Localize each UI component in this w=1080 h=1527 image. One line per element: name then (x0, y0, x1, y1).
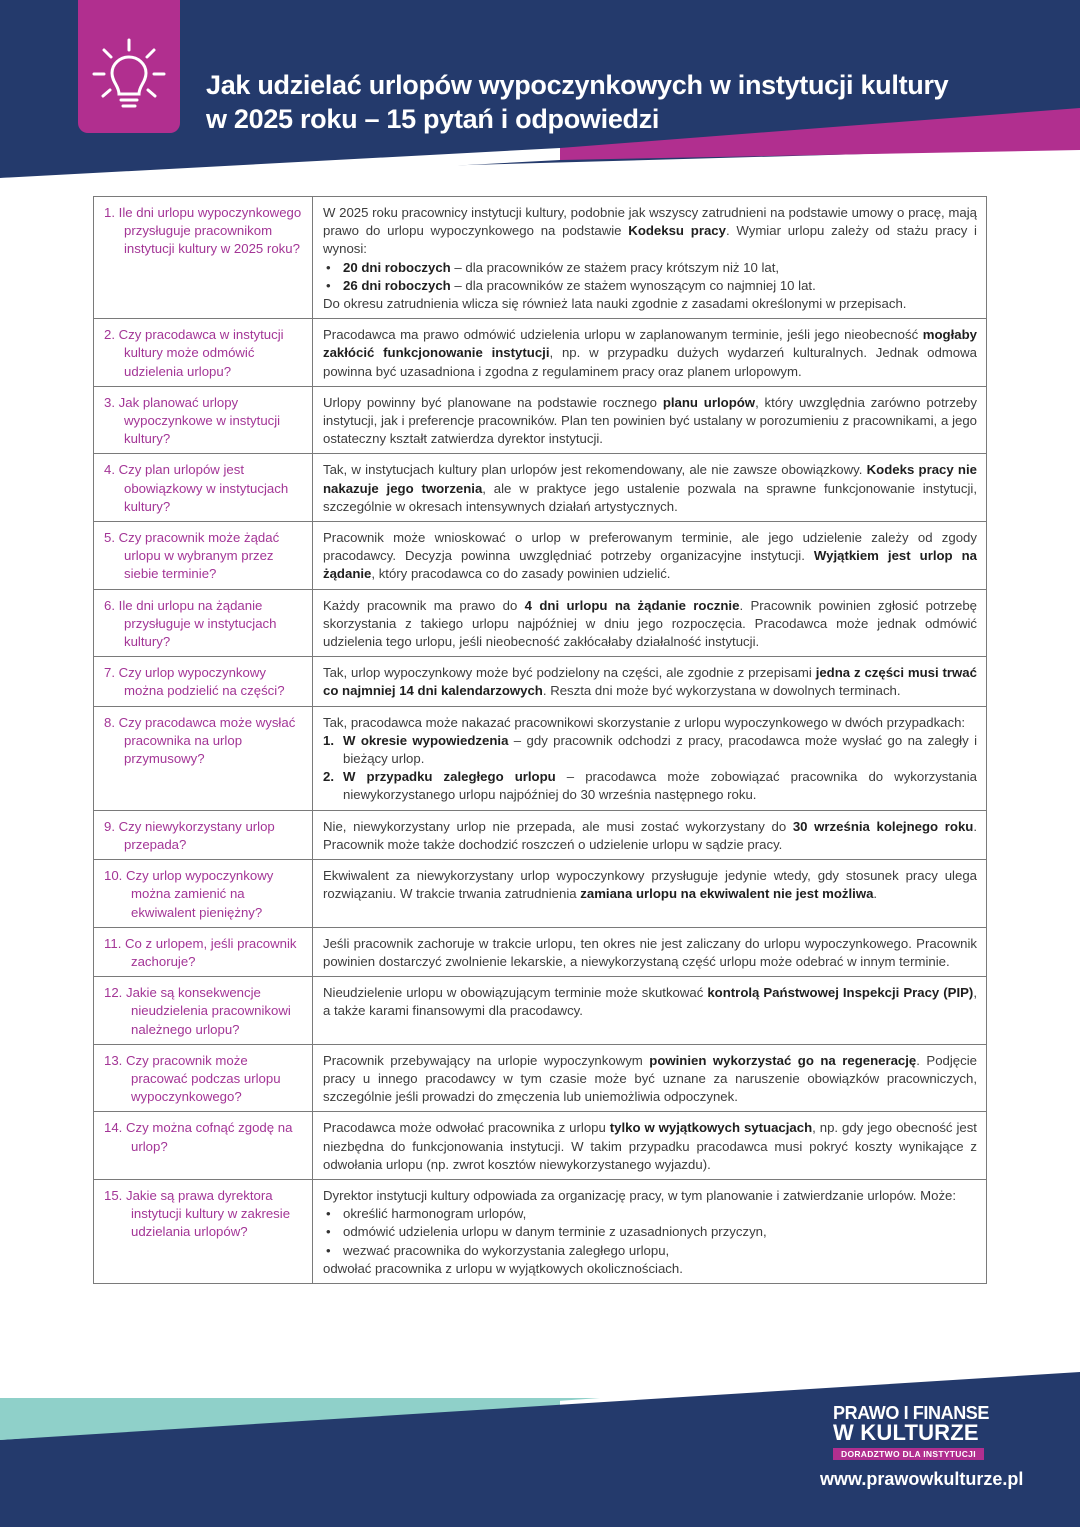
qa-row (94, 1112, 987, 1180)
answer-text: Ekwiwalent za niewykorzystany urlop wypoczynkowy przysługuje jedynie wtedy, gdy stosunek pracy ulega rozwiązaniu. W trakcie trwania zatrudnienia (323, 868, 977, 902)
answer-emphasis: powinien wykorzystać go na regenerację (649, 1052, 917, 1068)
question-text: 2. Czy pracodawca w instytucji kultury może odmówić udzielenia urlopu? (104, 327, 284, 379)
answer-cell (313, 657, 987, 706)
answer-text: Pracownik przebywający na urlopie wypoczynkowym (323, 1052, 650, 1068)
answer-text: . Pracownik może także dochodzić roszczeń o udzielenie urlopu w sądzie pracy. (323, 818, 978, 852)
question-cell (94, 454, 313, 522)
bullet-item (323, 1223, 977, 1241)
qa-row (94, 386, 987, 454)
qa-row (94, 454, 987, 522)
answer-emphasis: W przypadku zaległego urlopu (343, 769, 556, 785)
answer-text: Nieudzielenie urlopu w obowiązującym terminie może skutkować (323, 985, 708, 1001)
bullet-item (323, 1242, 977, 1260)
answer-text: W 2025 roku pracownicy instytucji kultury, podobnie jak wszyscy zatrudnieni na podstawie umowy o pracę, mają prawo do urlopu wypoczynkowego na podstawie (323, 205, 977, 239)
answer-cell (313, 454, 987, 522)
question-text: 14. Czy można cofnąć zgodę na urlop? (104, 1120, 293, 1154)
answer-text: Urlopy powinny być planowane na podstawie rocznego (323, 394, 663, 410)
answer-text: . Wymiar urlopu zależy od stażu pracy i wynosi: (323, 223, 977, 257)
answer-paragraph (323, 326, 977, 381)
question-cell (94, 1179, 313, 1283)
question-text: 7. Czy urlop wypoczynkowy można podzielić na części? (104, 665, 285, 699)
qa-row (94, 706, 987, 810)
title-line-1: Jak udzielać urlopów wypoczynkowych w instytucji kultury (206, 70, 949, 100)
answer-text: , który uwzględnia zarówno potrzeby instytucji, jak i preferencje pracowników. Plan ten powinien być ustalany w porozumieniu z pracownikami, a jego ostateczny kształt zatwierdza dyrektor instytucji. (323, 394, 977, 447)
question-cell (94, 706, 313, 810)
question-text: 10. Czy urlop wypoczynkowy można zamienić na ekwiwalent pieniężny? (104, 868, 274, 920)
qa-row (94, 589, 987, 657)
answer-text: odmówić udzielenia urlopu w danym terminie z uzasadnionych przyczyn, (343, 1224, 767, 1240)
answer-text: , ale w praktyce jego ustalenie pozwala na sprawne funkcjonowanie instytucji, szczególnie w okresach intensywnych działań artystycznych. (323, 480, 977, 514)
answer-bullet-list (323, 1205, 977, 1260)
qa-table (93, 196, 987, 1284)
answer-cell (313, 589, 987, 657)
answer-text: – dla pracowników ze stażem wynoszącym co najmniej 10 lat. (450, 277, 816, 293)
answer-bullet-list (323, 259, 977, 295)
answer-emphasis: 4 dni urlopu na żądanie rocznie (524, 597, 740, 613)
question-cell (94, 927, 313, 976)
answer-text: , który pracodawca co do zasady powinien udzielić. (371, 566, 671, 582)
qa-row (94, 927, 987, 976)
answer-cell (313, 977, 987, 1045)
brand-logo (833, 1404, 1013, 1462)
logo-line-2: W KULTURZE (833, 1420, 979, 1445)
answer-text: Pracodawca może odwołać pracownika z urlopu (323, 1120, 610, 1136)
answer-text: wezwać pracownika do wykorzystania zaległego urlopu, (343, 1242, 670, 1258)
answer-text: Jeśli pracownik zachoruje w trakcie urlopu, ten okres nie jest zaliczany do urlopu wypoczynkowego. Pracownik powinien dostarczyć zwolnienie lekarskie, a niewykorzystaną część urlopu może odebrać w innym terminie. (323, 935, 977, 969)
answer-paragraph (323, 664, 977, 700)
answer-paragraph (323, 818, 977, 854)
answer-paragraph (323, 529, 977, 584)
answer-emphasis: 30 września kolejnego roku (792, 818, 974, 834)
question-cell (94, 657, 313, 706)
lightbulb-badge (78, 0, 180, 133)
question-text: 11. Co z urlopem, jeśli pracownik zachoruje? (104, 935, 297, 969)
question-text: 1. Ile dni urlopu wypoczynkowego przysługuje pracownikom instytucji kultury w 2025 roku? (104, 205, 302, 257)
bullet-item (323, 1205, 977, 1223)
question-text: 6. Ile dni urlopu na żądanie przysługuje w instytucjach kultury? (104, 597, 277, 650)
answer-text: . (873, 886, 878, 902)
answer-emphasis: tylko w wyjątkowych sytuacjach (609, 1120, 813, 1136)
website-link[interactable]: www.prawowkulturze.pl (820, 1469, 1024, 1489)
question-text: 12. Jakie są konsekwencje nieudzielenia pracownikowi należnego urlopu? (104, 985, 291, 1037)
bullet-item (323, 277, 977, 295)
answer-emphasis: 20 dni roboczych (343, 259, 451, 275)
answer-text: , np. gdy jego obecność jest niezbędna do funkcjonowania instytucji. W takim przypadku pracodawca musi pokryć koszty wynikające z odwołania urlopu (np. zwrot kosztów niewykorzystanego wyjazdu). (323, 1120, 977, 1172)
answer-cell (313, 1112, 987, 1180)
answer-paragraph (323, 984, 977, 1020)
qa-row (94, 1179, 987, 1283)
qa-row (94, 319, 987, 387)
answer-emphasis: Kodeksu pracy (628, 223, 726, 239)
numbered-item (323, 732, 977, 768)
qa-row (94, 522, 987, 590)
answer-paragraph (323, 867, 977, 903)
logo-tagline: DORADZTWO DLA INSTYTUCJI (833, 1448, 984, 1460)
answer-text: odwołać pracownika z urlopu w wyjątkowych okolicznościach. (323, 1260, 683, 1276)
answer-cell (313, 927, 987, 976)
qa-row (94, 1044, 987, 1112)
question-cell (94, 386, 313, 454)
answer-text: Do okresu zatrudnienia wlicza się również lata nauki zgodnie z zasadami określonymi w przepisach. (323, 296, 907, 312)
question-cell (94, 860, 313, 928)
question-text: 3. Jak planować urlopy wypoczynkowe w instytucji kultury? (104, 394, 281, 447)
answer-emphasis: 26 dni roboczych (343, 277, 451, 293)
answer-cell (313, 386, 987, 454)
answer-paragraph (323, 394, 977, 449)
answer-text: – pracodawca może zobowiązać pracownika do wykorzystania niewykorzystanego urlopu najpóźniej do 30 września następnego roku. (343, 769, 977, 803)
question-text: 5. Czy pracownik może żądać urlopu w wybranym przez siebie terminie? (104, 530, 280, 582)
qa-row (94, 977, 987, 1045)
answer-emphasis: Kodeks pracy nie nakazuje jego tworzenia (323, 462, 977, 496)
answer-cell (313, 1044, 987, 1112)
question-cell (94, 810, 313, 859)
question-cell (94, 1044, 313, 1112)
question-text: 9. Czy niewykorzystany urlop przepada? (104, 818, 275, 852)
question-cell (94, 522, 313, 590)
answer-text: Tak, pracodawca może nakazać pracownikowi skorzystanie z urlopu wypoczynkowego w dwóch przypadkach: (323, 714, 966, 730)
qa-row (94, 197, 987, 319)
answer-text: Każdy pracownik ma prawo do (323, 597, 525, 613)
answer-text: , a także karami finansowymi dla pracodawcy. (323, 985, 977, 1019)
question-cell (94, 977, 313, 1045)
question-cell (94, 1112, 313, 1180)
answer-text: , np. w przypadku dużych wydarzeń kulturalnych. Jednak odmowa powinna być uzasadniona i zgodna z regulaminem pracy oraz planem urlopowym. (323, 345, 977, 379)
qa-row (94, 657, 987, 706)
answer-cell (313, 706, 987, 810)
answer-emphasis: W okresie wypowiedzenia (343, 732, 509, 748)
answer-text: określić harmonogram urlopów, (343, 1206, 527, 1222)
answer-text: . Pracownik powinien zgłosić potrzebę skorzystania z takiego urlopu najpóźniej w dniu jego rozpoczęcia. Pracodawca może jednak odmówić udzielenia tego urlopu, jeśli nieobecność zakłócałaby działalność instytucji. (323, 597, 977, 650)
answer-text: Nie, niewykorzystany urlop nie przepada, ale musi zostać wykorzystany do (323, 818, 793, 834)
answer-cell (313, 810, 987, 859)
page-header (0, 0, 1080, 180)
answer-cell (313, 522, 987, 590)
page-title (206, 68, 1066, 136)
answer-emphasis: kontrolą Państwowej Inspekcji Pracy (PIP) (707, 985, 974, 1001)
answer-paragraph (323, 597, 977, 652)
lightbulb-icon (92, 36, 166, 116)
answer-emphasis: planu urlopów (662, 394, 756, 410)
question-text: 4. Czy plan urlopów jest obowiązkowy w instytucjach kultury? (104, 462, 289, 514)
answer-closing (323, 1260, 977, 1278)
answer-emphasis: jedna z części musi trwać co najmniej 14 dni kalendarzowych (323, 665, 977, 699)
answer-paragraph (323, 1119, 977, 1174)
question-text: 15. Jakie są prawa dyrektora instytucji kultury w zakresie udzielania urlopów? (104, 1187, 291, 1240)
answer-cell (313, 860, 987, 928)
numbered-item (323, 768, 977, 804)
logo-line-1: PRAWO I FINANSE (833, 1403, 990, 1423)
question-text: 13. Czy pracownik może pracować podczas urlopu wypoczynkowego? (104, 1052, 281, 1105)
answer-cell (313, 197, 987, 319)
qa-row (94, 860, 987, 928)
bullet-item (323, 259, 977, 277)
answer-text: . Reszta dni może być wykorzystana w dowolnych terminach. (542, 683, 901, 699)
answer-emphasis: zamiana urlopu na ekwiwalent nie jest możliwa (580, 886, 874, 902)
answer-text: – gdy pracownik odchodzi z pracy, pracodawca może wysłać go na zaległy i bieżący urlop. (343, 732, 977, 767)
question-cell (94, 589, 313, 657)
qa-table-body (94, 197, 987, 1284)
answer-paragraph (323, 1187, 977, 1205)
qa-row (94, 810, 987, 859)
answer-cell (313, 1179, 987, 1283)
answer-paragraph (323, 461, 977, 516)
answer-paragraph (323, 1052, 977, 1107)
answer-text: – dla pracowników ze stażem pracy krótszym niż 10 lat, (450, 259, 780, 275)
answer-paragraph (323, 204, 977, 259)
item-number: 1. (323, 732, 334, 748)
question-text: 8. Czy pracodawca może wysłać pracownika na urlop przymusowy? (104, 714, 296, 767)
answer-cell (313, 319, 987, 387)
answer-text: Pracownik może wnioskować o urlop w preferowanym terminie, ale jego udzielenie zależy od zgody pracodawcy. Decyzja powinna uwzględniać potrzeby organizacyjne instytucji. (323, 530, 977, 564)
answer-text: Dyrektor instytucji kultury odpowiada za organizację pracy, w tym planowanie i zatwierdzanie urlopów. Może: (323, 1187, 957, 1203)
title-line-2: w 2025 roku – 15 pytań i odpowiedzi (206, 104, 660, 134)
answer-numbered-list (323, 732, 977, 805)
answer-closing (323, 295, 977, 313)
answer-text: . Podjęcie pracy u innego pracodawcy w tym czasie może być uznane za naruszenie obowiązków pracowniczych, szczególnie jeśli prowadzi do zmęczenia lub uniemożliwia odpoczynek. (323, 1052, 978, 1105)
question-cell (94, 319, 313, 387)
item-number: 2. (323, 769, 334, 785)
answer-text: Tak, urlop wypoczynkowy może być podzielony na części, ale zgodnie z przepisami (323, 665, 816, 681)
answer-text: Pracodawca ma prawo odmówić udzielenia urlopu w zaplanowanym terminie, jeśli jego nieobecność (323, 327, 923, 343)
answer-paragraph (323, 935, 977, 971)
answer-paragraph (323, 714, 977, 732)
answer-text: Tak, w instytucjach kultury plan urlopów jest rekomendowany, ale nie zawsze obowiązkowy. (323, 462, 867, 478)
answer-emphasis: mogłaby zakłócić funkcjonowanie instytucji (323, 327, 977, 361)
answer-emphasis: Wyjątkiem jest urlop na żądanie (323, 548, 977, 582)
question-cell (94, 197, 313, 319)
